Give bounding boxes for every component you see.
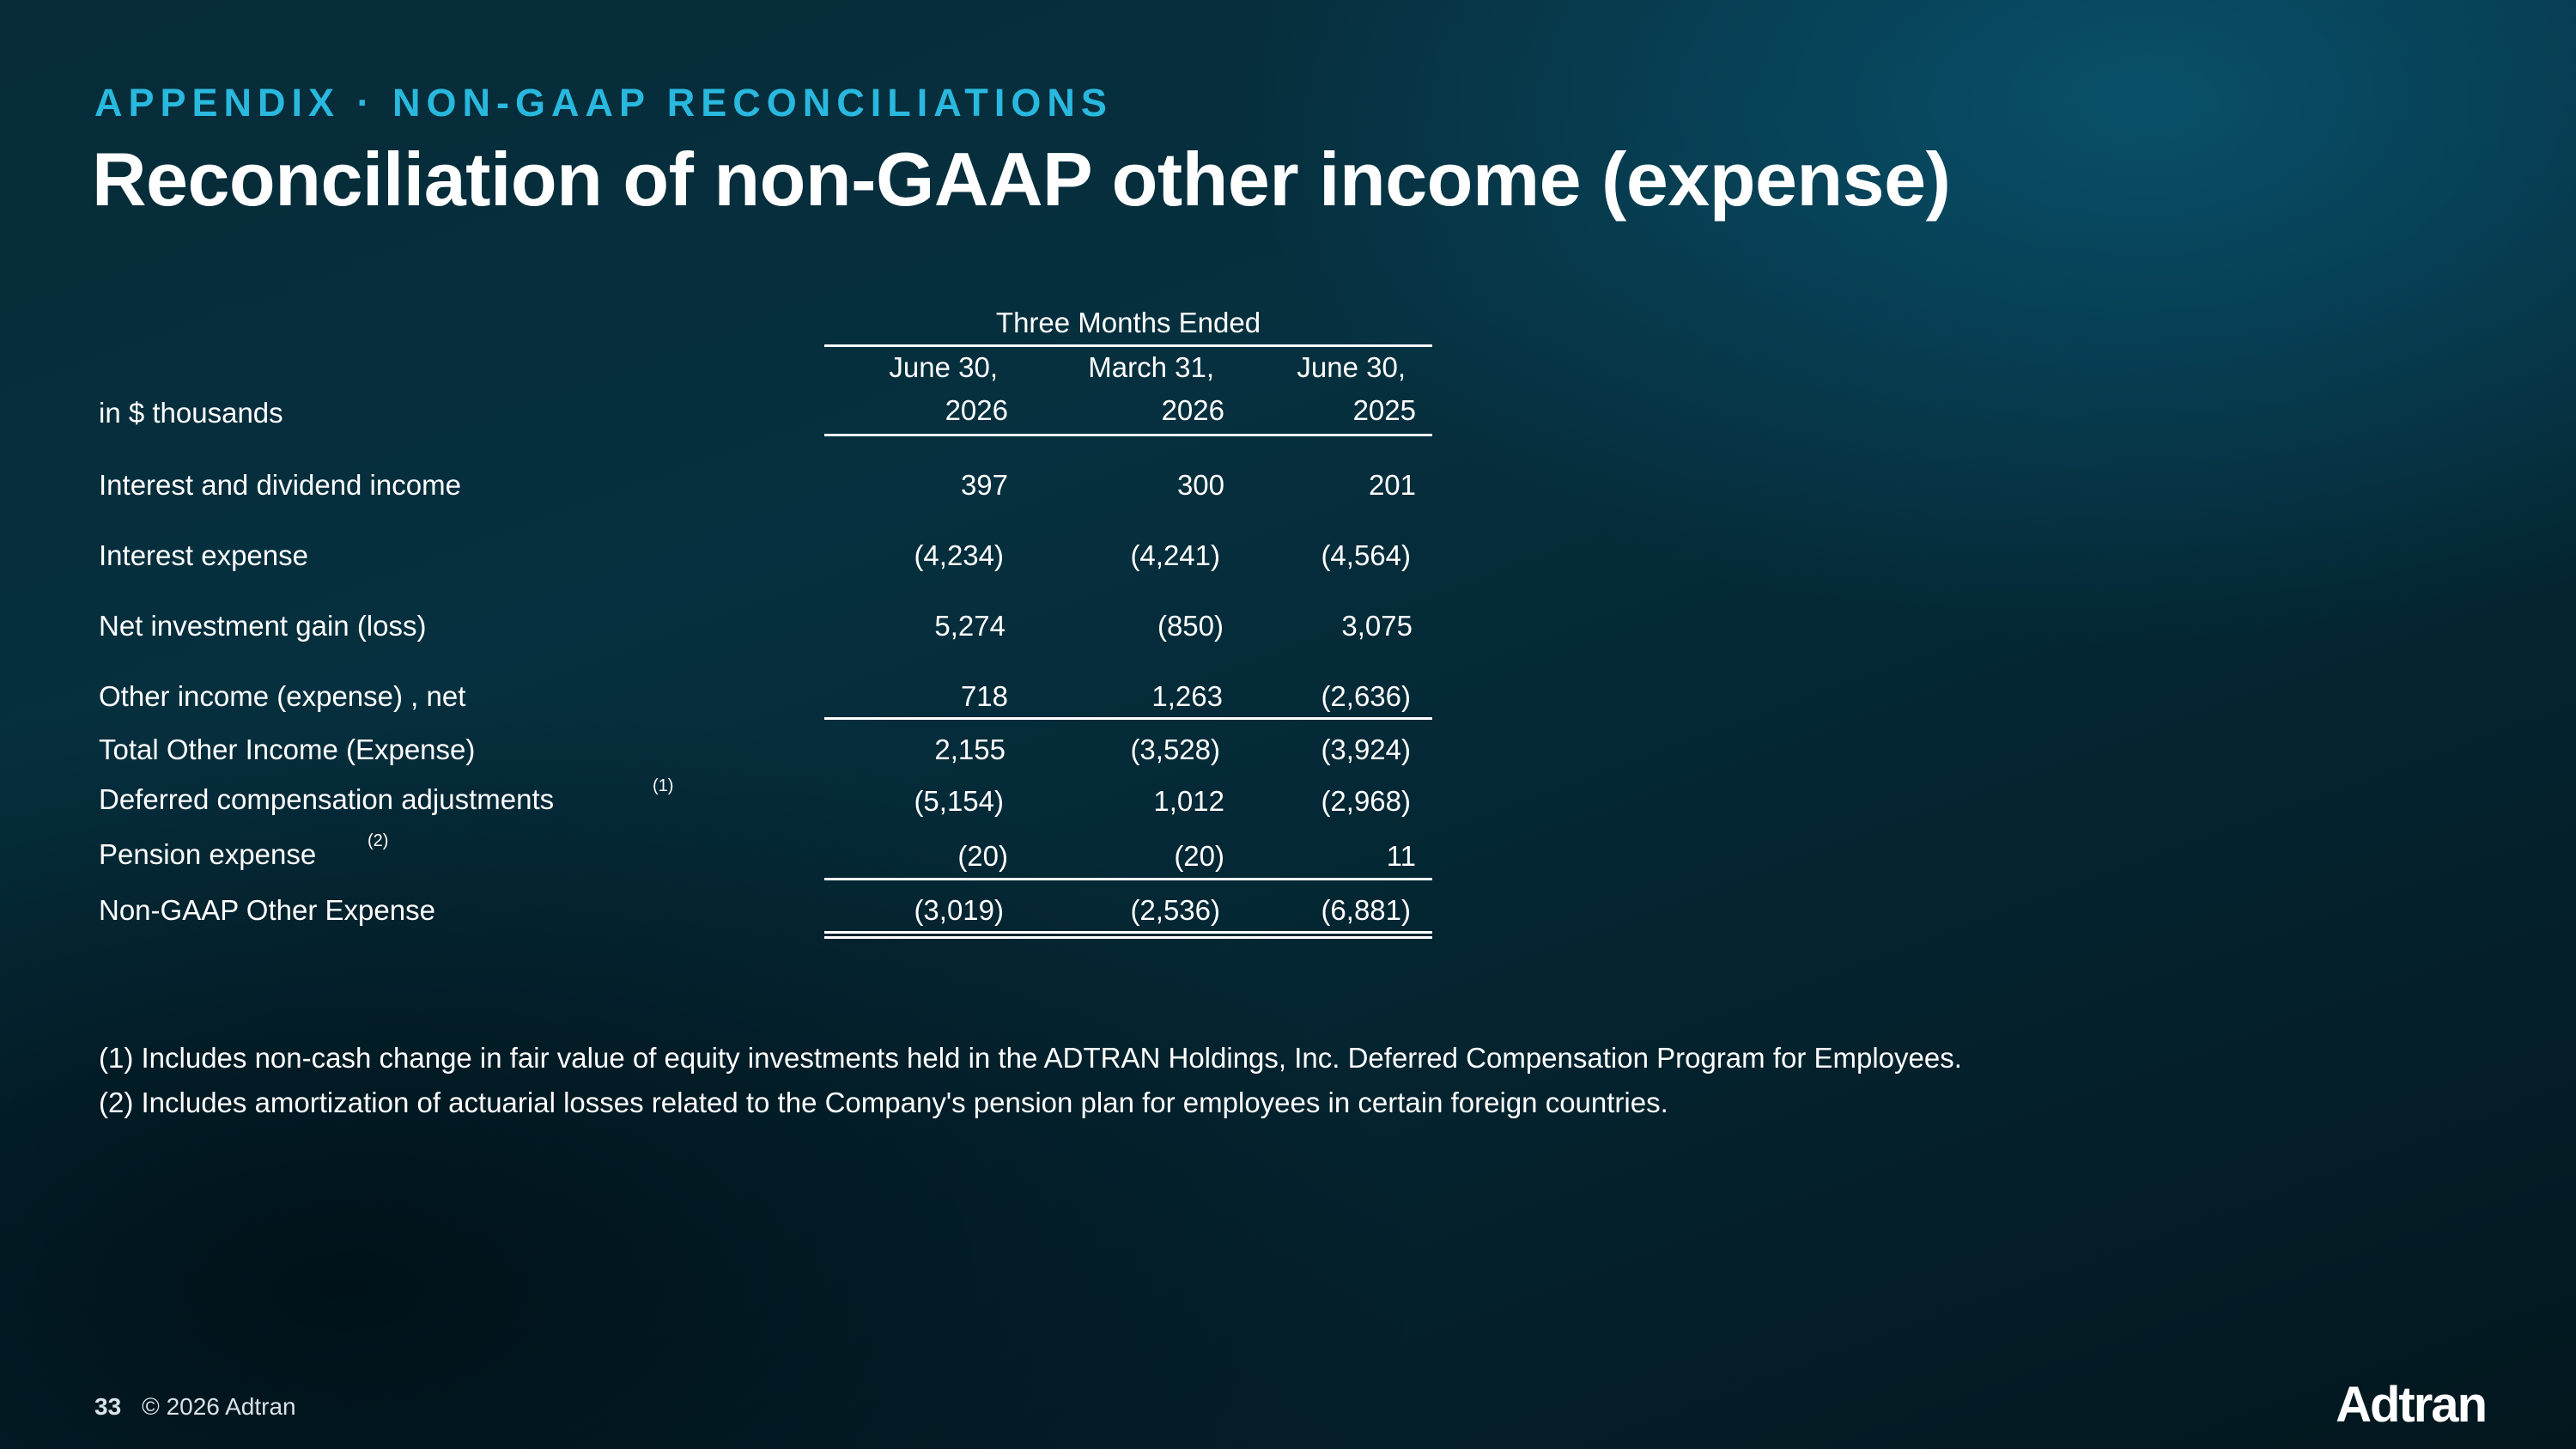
- footnote-1: (1) Includes non-cash change in fair value of equity investments held in the ADTRAN Holdings, Inc. Deferred Compensation Program for Employees.: [99, 1042, 1962, 1074]
- unit-label: in $ thousands: [99, 397, 283, 429]
- col1-header-line1: June 30,: [889, 351, 998, 383]
- period-header: Three Months Ended: [995, 307, 1261, 338]
- page-title: Reconciliation of non-GAAP other income (expense): [92, 137, 1951, 222]
- subtotal-rule: [824, 717, 1432, 720]
- col2-header-line1: March 31,: [1088, 351, 1214, 383]
- cell-r5-c2: 1,012: [1153, 785, 1224, 817]
- cell-r6-c1: (20): [957, 840, 1008, 872]
- cell-r6-c2: (20): [1174, 840, 1224, 872]
- row-label-other-income-net: Other income (expense) , net: [99, 680, 466, 712]
- row-label-interest-dividend-income: Interest and dividend income: [99, 469, 461, 501]
- cell-r4-c2: (3,528): [1130, 734, 1220, 765]
- cell-r4-c3: (3,924): [1321, 734, 1411, 765]
- cell-r3-c1: 718: [960, 680, 1008, 712]
- cell-r2-c1: 5,274: [934, 610, 1005, 642]
- cell-r2-c2: (850): [1157, 610, 1224, 642]
- footnote-ref-2: (2): [368, 831, 389, 850]
- footer: [94, 1393, 296, 1421]
- section-eyebrow: APPENDIX · NON-GAAP RECONCILIATIONS: [94, 81, 1113, 125]
- row-label-pension-expense: Pension expense: [99, 838, 317, 870]
- footnote-ref-1: (1): [653, 776, 674, 795]
- cell-r1-c1: (4,234): [914, 539, 1004, 571]
- cell-r5-c3: (2,968): [1321, 785, 1411, 817]
- cell-r2-c3: 3,075: [1341, 610, 1413, 642]
- row-label-net-investment-gain: Net investment gain (loss): [99, 610, 427, 642]
- adtran-logo: Adtran: [2336, 1377, 2486, 1433]
- row-label-deferred-compensation: Deferred compensation adjustments: [99, 783, 555, 815]
- cell-r0-c1: 397: [960, 469, 1008, 501]
- col3-header-line2: 2025: [1352, 394, 1416, 426]
- col2-header-line2: 2026: [1161, 394, 1224, 426]
- cell-r3-c2: 1,263: [1151, 680, 1223, 712]
- cell-r7-c2: (2,536): [1130, 894, 1220, 926]
- cell-r0-c2: 300: [1176, 469, 1224, 501]
- double-rule-top: [824, 931, 1432, 934]
- row-label-non-gaap-other-expense: Non-GAAP Other Expense: [99, 894, 435, 926]
- footnote-2: (2) Includes amortization of actuarial losses related to the Company's pension plan for employees in certain foreign countries.: [99, 1087, 1668, 1118]
- copyright: © 2026 Adtran: [142, 1393, 296, 1420]
- page-number: 33: [94, 1393, 122, 1420]
- row-label-interest-expense: Interest expense: [99, 539, 308, 571]
- col3-header-line1: June 30,: [1297, 351, 1406, 383]
- header-rule: [824, 344, 1432, 347]
- cell-r1-c2: (4,241): [1130, 539, 1220, 571]
- double-rule-bottom: [824, 936, 1432, 939]
- cell-r1-c3: (4,564): [1321, 539, 1411, 571]
- cell-r7-c1: (3,019): [914, 894, 1004, 926]
- col1-header-line2: 2026: [945, 394, 1008, 426]
- row-label-total-other-income: Total Other Income (Expense): [99, 734, 476, 765]
- cell-r4-c1: 2,155: [934, 734, 1005, 765]
- total-rule: [824, 878, 1432, 880]
- cell-r7-c3: (6,881): [1321, 894, 1411, 926]
- column-header-rule: [824, 434, 1432, 436]
- cell-r3-c3: (2,636): [1321, 680, 1411, 712]
- cell-r6-c3: 11: [1386, 840, 1416, 872]
- cell-r0-c3: 201: [1368, 469, 1416, 501]
- cell-r5-c1: (5,154): [914, 785, 1004, 817]
